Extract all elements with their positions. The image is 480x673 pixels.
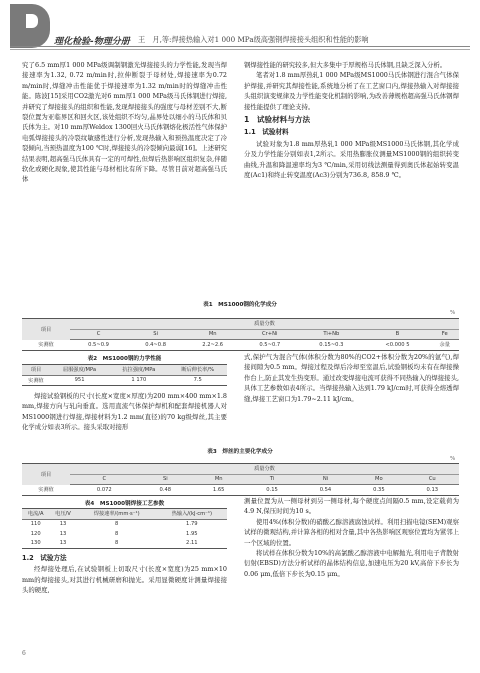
left-paragraph-1: 究了6.5 mm厚1 000 MPa级调制钢激光焊接接头的力学性能,发现当焊接速率为1.32, 0.72 m/min时,拉伸断裂于母材处,焊接速率为0.72 m/min时,焊缝冲击性能优于焊接速率为1.32 m/min时的焊缝冲击性能。陈波[15]采用CO2激光对6 mm厚1 000 MPa级马氏体钢进行焊接,并研究了焊接接头的组织和性能,发现焊接接头的强度与母材差别不大,断裂位置为亚临界区和回火区,该处组织不均匀,晶界处以细小的马氏体和贝氏体为主。对10 mm厚Weldox 1300回火马氏体钢熔化极活性气体保护电弧焊接接头的冷裂纹敏感性进行分析,发现热输入和预热温度决定了冷裂倾向,当预热温度为100 ℃时,焊接接头的冷裂倾向最弱[16]。上述研究结果表明,超高强马氏体具有一定的可焊性,但焊后热影响区组织复杂,伴随软化或硬化现象,使其性能与母材相比有所下降。尽管目前对超高强马氏体 [22,61,227,184]
journal-title: 理化检验-物理分册 [54,37,130,47]
table3 [22,463,459,496]
table-cell: 0.072 [96,486,112,493]
running-head: 王 月,等:焊接热输入对1 000 MPa级高强钢焊接接头组织和性能的影响 [138,35,369,44]
section-1-heading: 1 试验材料与方法 [244,115,311,125]
table-cell: 实测值 [28,377,44,384]
table-row [22,340,459,351]
table-cell: 1.65 [212,486,225,493]
table-cell: 0.13 [426,486,439,493]
table-cell: 0.15 [266,486,278,493]
table-cell: 0.5~0.7 [259,341,281,348]
table-row [22,485,459,496]
left-column-top [22,60,227,185]
left-paragraph-3: 经焊接处理后,在试验钢板上切取尺寸(长度×宽度)为25 mm×10 mm的焊接接头,对其进行机械研磨和抛光。采用显微硬度计测量焊接接头的硬度, [22,565,227,595]
table-row [22,539,227,549]
table1-row-label: 实测值 [38,342,54,348]
left-paragraph-2: 焊接试验钢板的尺寸(长度×宽度×厚度)为200 mm×400 mm×1.8 mm,焊接方向与轧向垂直。选用直流气体保护焊机和配套焊接机器人对MS1000钢进行焊接,焊接材料为1.2 mm(直径)的70 kg级焊丝,其主要化学成分如表3所示。接头采取对接形 [22,392,227,432]
right-paragraph-2: 笔者对1.8 mm厚热轧1 000 MPa级MS1000马氏体钢进行混合气体保护焊接,并研究其焊接性能,系统地分析了在工艺窗口内,焊接热输入对焊接接头组织演变规律及力学性能变化机制的影响,为改善薄规格超高强马氏体钢焊接性能提供了理论支持。 [244,71,459,111]
table1-group-header: 质量分数 [70,319,459,330]
table3-group-header: 质量分数 [70,464,459,475]
table-cell: 0.48 [159,486,172,493]
table3-col-header: Mn [192,474,245,485]
right-paragraph-1: 钢焊接性能的研究较多,但大多集中于厚规格马氏体钢,且缺乏深入分析。 [244,61,447,69]
table2-col-header: 屈服强度/MPa [50,365,109,376]
table-cell: 13 [59,530,67,537]
table1 [22,318,459,351]
table-cell: 0.4~0.8 [145,341,167,348]
table3-caption: 表3 焊丝的主要化学成分 [207,449,273,455]
table-cell: 余量 [439,342,450,349]
right-paragraph-7: 将试样在体积分数为10%的高氯酸乙醇溶液中电解抛光,利用电子背散射衍射(EBSD)方法分析试样的晶体结构信息,加速电压为20 kV,高倍下步长为0.06 μm,低倍下步长为0.15 μm。 [244,549,459,578]
table-row [22,519,227,529]
table1-col-header: Ti+Nb [298,329,364,340]
table1-unit: % [450,310,456,316]
table-row [22,375,227,386]
table-cell: 110 [30,521,41,528]
table1-col-header: C [70,329,127,340]
table-cell: 8 [115,540,119,547]
table-cell: 120 [30,530,41,537]
table1-col-header: Si [127,329,184,340]
table2-col-header: 抗拉强度/MPa [109,365,168,376]
table3-unit: % [450,456,456,462]
table1-col-header: B [364,329,430,340]
section-1-1-heading: 1.1 试验材料 [244,128,289,137]
table4-col-header: 热输入/(kJ·cm⁻¹) [157,509,227,520]
right-paragraph-4: 式,保护气为混合气体(体积分数为80%的CO2+体积分数为20%的氩气),焊接间隙为0.5 mm。焊接过程及焊后冷却至室温后,试验钢板均未有在焊接操作台上,防止其发生热变形。通过改变焊接电流可获得不同热输入的焊接接头,具体工艺参数如表4所示。当焊接热输入达到1.79 kJ/cm时,可获得全熔透焊缝,焊接工艺窗口为1.79~2.11 kJ/cm。 [244,353,459,403]
table1-col-header: Cr+Ni [241,329,298,340]
table2 [22,364,227,386]
right-paragraph-6: 使用4%(体积分数)的硝酸乙醇溶液腐蚀试样。利用扫描电镜(SEM)观察试样的微观结构,并计算各相的相对含量,其中各热影响区观察位置均为紧邻上一个区域的位置。 [244,517,459,547]
table-cell: 0.35 [373,486,385,493]
table-cell: 13 [59,540,67,547]
table3-row-label: 实测值 [38,487,54,493]
table-cell: 0.5~0.9 [88,341,109,348]
table-cell: 2.11 [186,540,198,547]
table4-col-header: 电流/A [22,509,49,520]
table-cell: 0.54 [319,486,332,493]
table4-caption: 表4 MS1000钢焊接工艺参数 [84,501,165,507]
table-cell: 130 [30,540,41,547]
table2-col-header: 断后伸长率/% [168,365,227,376]
table4-col-header: 电压/V [49,509,76,520]
table1-caption: 表1 MS1000钢的化学成分 [203,302,277,308]
table-cell: 8 [115,521,119,528]
right-paragraph-5: 测量位置为从一侧母材到另一侧母材,每个硬度点间隔0.5 mm,设定载荷为4.9 N,保压时间为10 s。 [244,497,459,516]
table-cell: 13 [59,521,67,528]
table3-col-header: Si [139,474,192,485]
table2-col-header: 项目 [22,365,50,376]
table-cell: 7.5 [193,377,202,384]
table2-caption: 表2 MS1000钢的力学性能 [87,356,162,362]
table-cell: 1.79 [186,521,198,528]
right-paragraph-3: 试验对象为1.8 mm厚热轧1 000 MPa级MS1000马氏体钢,其化学成分及力学性能分别如表1,2所示。采用热膨胀仪测量MS1000钢的组织转变曲线,升温和降温速率均为3 ℃/min,采用切线法测量得到奥氏体起始转变温度(Ac1)和终止转变温度(Ac3)分别为736.8, 858.9 ℃。 [244,139,459,180]
right-column-bottom [244,496,459,579]
table1-item-header: 项目 [22,319,70,340]
table-cell: 1 170 [131,377,147,384]
table3-item-header: 项目 [22,464,70,485]
table3-col-header: C [70,474,139,485]
table1-col-header: Mn [184,329,241,340]
table-cell: 951 [74,377,85,384]
table3-col-header: Ti [245,474,298,485]
header-rule [10,46,470,47]
table3-col-header: Ni [299,474,352,485]
page-number: 6 [22,650,26,657]
right-column-top [244,60,459,180]
section-1-2-heading: 1.2 试验方法 [22,554,67,562]
left-column-middle [22,391,227,433]
table-row [22,529,227,539]
table3-col-header: Cu [406,474,459,485]
table-cell: 0.15~0.3 [319,341,344,348]
logo-p-hole [26,14,38,28]
header-rule-thin [10,49,470,50]
table-cell: 2.2~2.6 [202,341,224,348]
left-column-bottom [22,552,227,596]
right-column-middle [244,352,459,404]
table-cell: <0.000 5 [385,341,410,348]
table1-col-header: Fe [431,329,460,340]
table-cell: 1.95 [186,530,198,537]
table4-col-header: 焊接速率/(mm·s⁻¹) [77,509,157,520]
table-cell: 8 [115,530,119,537]
table4 [22,508,227,549]
table3-col-header: Mo [352,474,405,485]
